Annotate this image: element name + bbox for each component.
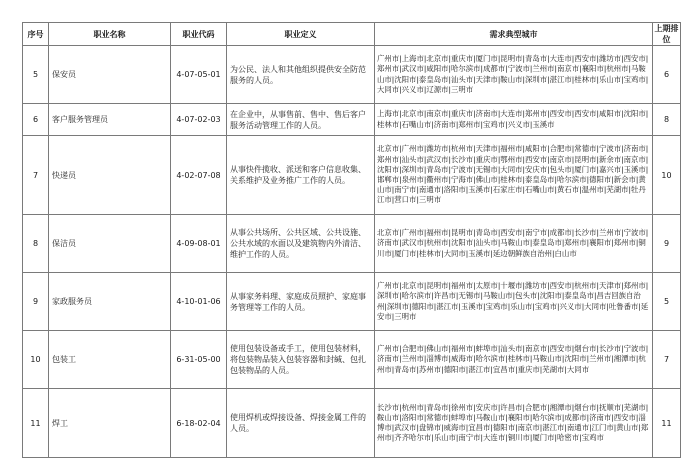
cell-typical-cities: 北京市|广州市|福州市|昆明市|青岛市|西安市|南宁市|成都市|长沙市|兰州市|宁波市|济南市|武汉市|杭州市|沈阳市|汕头市|马鞍山市|泰皇岛市|郑州市|襄阳市|郑州市|铜川市|厦门市|桂林市|大同市|玉溪市|延边朝鲜族自治州|白山市 xyxy=(375,215,653,273)
job-demand-table-page xyxy=(22,22,680,458)
table-row xyxy=(23,389,681,458)
cell-typical-cities: 北京市|广州市|潍坊市|杭州市|天津市|福州市|咸阳市|合肥市|常德市|宁波市|济南市|郑州市|汕头市|武汉市|长沙市|重庆市|鄂州市|西安市|南京市|昆明市|新余市|南京市|沈阳市|深圳市|青岛市|宁波市|无锡市|大同市|安庆市|包头市|厦门市|嘉兴市|玉溪市|邯郸市|泉州市|衢州市|宁海市|佛山市|桂林市|泰皇岛市|哈尔滨市|德阳市|新会市|黄山市|南宁市|南通市|洛阳市|玉溪市|石家庄市|石嘴山市|黄石市|温州市|芜湖市|牡丹江市|营口市|三明市 xyxy=(375,136,653,215)
cell-seq: 5 xyxy=(23,46,49,104)
cell-job-name: 包装工 xyxy=(49,331,171,389)
cell-job-definition: 使用包装设备或手工，使用包装材料，将包装物品装入包装容器和封缄、包扎包装物品的人员。 xyxy=(227,331,375,389)
table-row xyxy=(23,104,681,136)
cell-typical-cities: 长沙市|杭州市|青岛市|徐州市|安庆市|许昌市|合肥市|湘潭市|烟台市|抚顺市|芜湖市|鞍山市|洛阳市|常德市|蚌埠市|马鞍山市|襄阳市|哈尔滨市|成都市|济南市|西安市|淄博市|武汉市|盘锦市|威海市|宜昌市|德阳市|南京市|湛江市|南通市|江门市|黄山市|郑州市|齐齐哈尔市|乐山市|南宁市|大连市|铜川市|厦门市|哈密市|宝鸡市 xyxy=(375,389,653,458)
header-cities: 需求典型城市 xyxy=(375,23,653,46)
cell-job-definition: 在企业中，从事售前、售中、售后客户服务活动管理工作的人员。 xyxy=(227,104,375,136)
cell-seq: 9 xyxy=(23,273,49,331)
cell-job-definition: 为公民、法人和其他组织提供安全防范服务的人员。 xyxy=(227,46,375,104)
header-seq: 序号 xyxy=(23,23,49,46)
cell-prev-rank: 6 xyxy=(653,46,681,104)
cell-job-name: 保安员 xyxy=(49,46,171,104)
cell-job-definition: 从事家务料理、家庭成员照护、家庭事务管理等工作的人员。 xyxy=(227,273,375,331)
cell-typical-cities: 广州市|上海市|北京市|重庆市|厦门市|昆明市|青岛市|大连市|西安市|潍坊市|西安市|郑州市|武汉市|咸阳市|哈尔滨市|成都市|宁波市|兰州市|南京市|襄阳市|杭州市|马鞍山市|沈阳市|泰皇岛市|汕头市|天津市|鞍山市|深圳市|湛江市|桂林市|乐山市|宝鸡市|大同市|兴义市|辽源市|三明市 xyxy=(375,46,653,104)
cell-typical-cities: 广州市|合肥市|佛山市|福州市|蚌埠市|汕头市|南京市|西安市|烟台市|长沙市|宁波市|济南市|兰州市|淄博市|威海市|哈尔滨市|桂林市|马鞍山市|沈阳市|兰州市|湘潭市|杭州市|青岛市|苏州市|德阳市|湛江市|宜昌市|重庆市|芜湖市|大同市 xyxy=(375,331,653,389)
cell-job-code: 4-02-07-08 xyxy=(171,136,227,215)
cell-job-definition: 从事快件揽收、派送和客户信息收集、关系维护及业务推广工作的人员。 xyxy=(227,136,375,215)
header-name: 职业名称 xyxy=(49,23,171,46)
cell-seq: 8 xyxy=(23,215,49,273)
cell-seq: 6 xyxy=(23,104,49,136)
cell-seq: 11 xyxy=(23,389,49,458)
cell-job-code: 4-07-02-03 xyxy=(171,104,227,136)
cell-typical-cities: 上海市|北京市|南京市|重庆市|济南市|大连市|郑州市|西安市|西安市|咸阳市|沈阳市|桂林市|石嘴山市|济南市|郑州市|宝鸡市|兴义市|玉溪市 xyxy=(375,104,653,136)
table-row xyxy=(23,273,681,331)
header-definition: 职业定义 xyxy=(227,23,375,46)
cell-job-name: 快递员 xyxy=(49,136,171,215)
cell-prev-rank: 10 xyxy=(653,136,681,215)
cell-prev-rank: 5 xyxy=(653,273,681,331)
cell-job-code: 4-10-01-06 xyxy=(171,273,227,331)
table-header-row xyxy=(23,23,681,46)
cell-seq: 7 xyxy=(23,136,49,215)
cell-job-definition: 使用焊机或焊接设备、焊接金属工件的人员。 xyxy=(227,389,375,458)
cell-prev-rank: 9 xyxy=(653,215,681,273)
cell-job-code: 6-31-05-00 xyxy=(171,331,227,389)
cell-job-name: 焊工 xyxy=(49,389,171,458)
header-code: 职业代码 xyxy=(171,23,227,46)
cell-job-name: 家政服务员 xyxy=(49,273,171,331)
table-row xyxy=(23,331,681,389)
job-demand-table xyxy=(22,22,681,458)
cell-job-code: 4-07-05-01 xyxy=(171,46,227,104)
cell-prev-rank: 7 xyxy=(653,331,681,389)
cell-prev-rank: 11 xyxy=(653,389,681,458)
cell-job-name: 客户服务管理员 xyxy=(49,104,171,136)
cell-job-code: 4-09-08-01 xyxy=(171,215,227,273)
cell-job-code: 6-18-02-04 xyxy=(171,389,227,458)
cell-job-definition: 从事公共场所、公共区域、公共设施、公共水域的水面以及建筑物内外清洁、维护工作的人员。 xyxy=(227,215,375,273)
cell-seq: 10 xyxy=(23,331,49,389)
table-row xyxy=(23,215,681,273)
cell-prev-rank: 8 xyxy=(653,104,681,136)
cell-typical-cities: 广州市|北京市|昆明市|福州市|太原市|十堰市|潍坊市|西安市|杭州市|天津市|郑州市|深圳市|哈尔滨市|许昌市|无锡市|马鞍山市|包头市|沈阳市|泰皇岛市|昌吉回族自治州|深圳市|德阳市|湛江市|玉溪市|宝鸡市|乐山市|宝鸡市|兴义市|大同市|吐鲁番市|延安市|三明市 xyxy=(375,273,653,331)
cell-job-name: 保洁员 xyxy=(49,215,171,273)
header-prev-rank: 上期排位 xyxy=(654,24,679,44)
table-row xyxy=(23,136,681,215)
table-row xyxy=(23,46,681,104)
